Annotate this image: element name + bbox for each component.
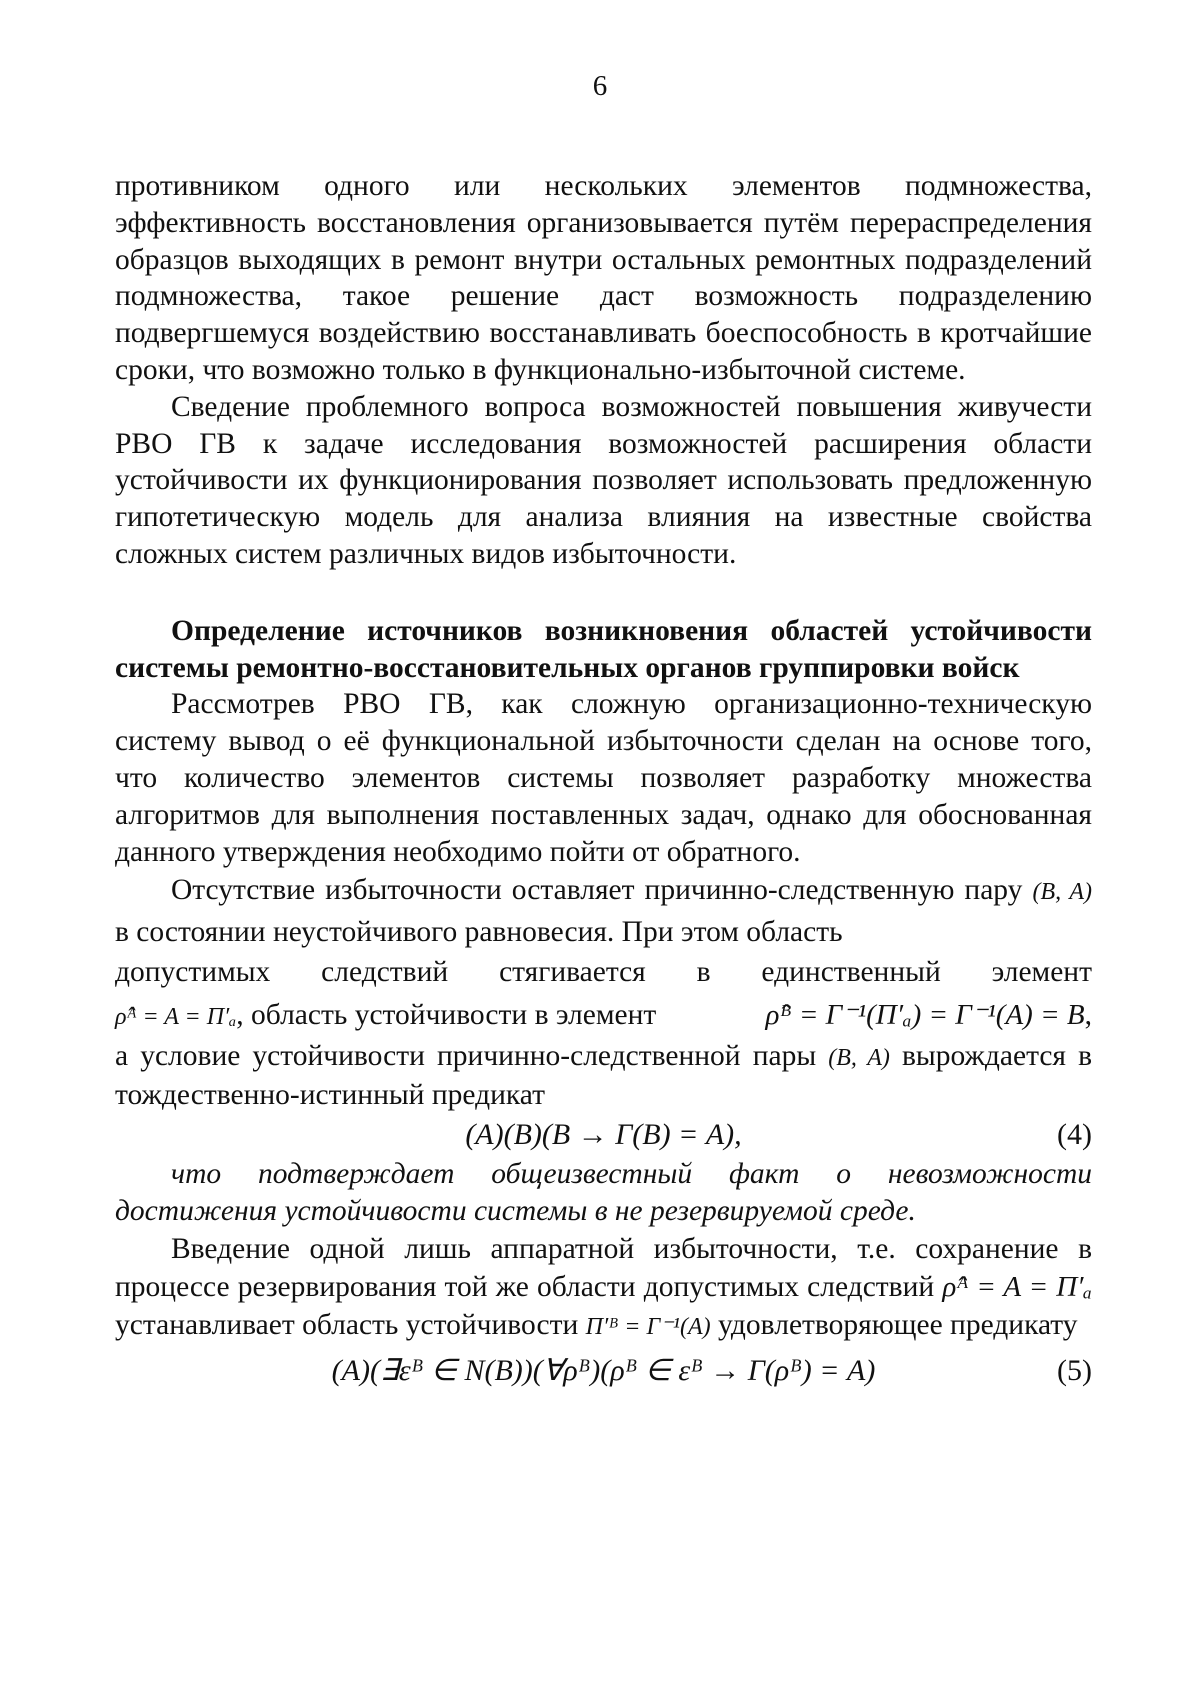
formula-pi-b: Π′ᴮ = Γ⁻¹(A) xyxy=(585,1313,711,1340)
word: элемент xyxy=(991,956,1092,989)
paragraph-4 xyxy=(115,870,1092,952)
word: следствий xyxy=(321,956,449,989)
paragraph-4-continued xyxy=(115,1038,1092,1114)
paragraph-5 xyxy=(115,1230,1092,1346)
paragraph-4-formula-line xyxy=(115,992,1092,1038)
paragraph-3: Рассмотрев РВО ГВ, как сложную организационно-техническую систему вывод о её функциональной избыточности сделан на основе того, что количество элементов системы позволяет разработку множества алгоритмов для выполнения поставленных задач, однако для обоснованная данного утверждения необходимо пойти от обратного. xyxy=(115,688,1092,868)
equation-4 xyxy=(115,1114,1092,1156)
paragraph-4-justified-line xyxy=(115,952,1092,992)
equation-4-number: (4) xyxy=(1057,1117,1092,1151)
paragraph-1: противником одного или нескольких элементов подмножества, эффективность восстановления организовывается путём перераспределения образцов выходящих в ремонт внутри остальных ремонтных подразделений подмножества, такое решение даст возможность подразделению подвергшемуся воздействию восстанавливать боеспособность в кротчайшие сроки, что возможно только в функционально-избыточной системе. xyxy=(115,170,1092,386)
page-number: 6 xyxy=(592,70,608,102)
equation-5-number: (5) xyxy=(1057,1353,1092,1387)
word: стягивается xyxy=(499,956,646,989)
section-heading: Определение источников возникновения областей устойчивости системы ремонтно-восстановительных органов группировки войск xyxy=(115,614,1092,684)
paragraph-5-text-1: Введение одной лишь аппаратной избыточности, т.е. сохранение в процессе резервирования той же области допустимых следствий xyxy=(115,1232,1092,1303)
paragraph-5-text-3: удовлетворяющее предикату xyxy=(718,1308,1078,1341)
formula-rho-a: ρ̂ᴬ = A = Π′ₐ xyxy=(115,1004,237,1031)
word: допустимых xyxy=(115,956,271,989)
formula-rho-b: ρ̂ᴮ = Γ⁻¹(Π′ₐ) = Γ⁻¹(A) = B xyxy=(765,999,1085,1032)
equation-4-body: (A)(B)(B → Γ(B) = A), xyxy=(465,1117,742,1151)
paragraph-5-text-2: устанавливает область устойчивости xyxy=(115,1308,579,1341)
word: в xyxy=(696,956,711,989)
formula-rho-a-2: ρ̂ᴬ = A = Π′ₐ xyxy=(942,1270,1092,1303)
word: единственный xyxy=(761,956,941,989)
paragraph-4-text-1: Отсутствие избыточности оставляет причинно-следственную пару xyxy=(171,874,1023,907)
equation-5-body: (A)(∃εᴮ ∈ N(B))(∀ρᴮ)(ρᴮ ∈ εᴮ → Γ(ρᴮ) = A) xyxy=(331,1353,876,1387)
comma: , xyxy=(1084,999,1092,1032)
equation-5 xyxy=(115,1346,1092,1396)
paragraph-4-text-3: , область устойчивости в элемент xyxy=(236,999,657,1032)
paragraph-4-text-2: в состоянии неустойчивого равновесия. При этом область xyxy=(115,916,843,949)
paragraph-2: Сведение проблемного вопроса возможностей повышения живучести РВО ГВ к задаче исследования возможностей расширения области устойчивости их функционирования позволяет использовать предложенную гипотетическую модель для анализа влияния на известные свойства сложных систем различных видов избыточности. xyxy=(115,390,1092,570)
paragraph-4-text-4: а условие устойчивости причинно-следственной пары xyxy=(115,1040,817,1073)
page-body xyxy=(115,168,1092,1396)
formula-pair-ba: (B, A) xyxy=(1032,879,1093,906)
paragraph-4-text-5: вырождается в тождественно-истинный предикат xyxy=(115,1040,1093,1112)
formula-pair-ba-2: (B, A) xyxy=(828,1045,890,1072)
italic-note: что подтверждает общеизвестный факт о невозможности достижения устойчивости системы в не резервируемой среде. xyxy=(115,1157,1092,1227)
